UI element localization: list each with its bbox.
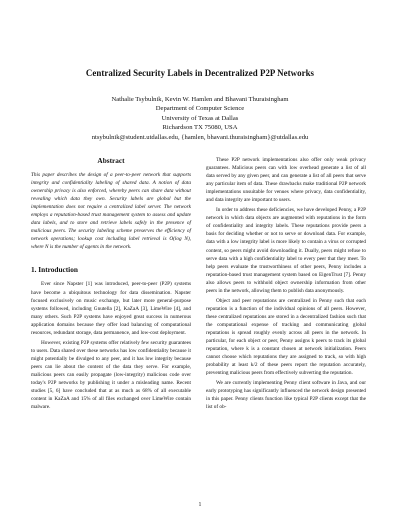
author-city: Richardson TX 75080, USA	[162, 124, 238, 132]
intro-paragraph-2: However, existing P2P systems offer relatively few security guarantees to users. Data shared over these networks has low confidentiality because it might potentially be divulged to any peer, and it has low integrity because peers can lie about the content of the data they serve. For example, malicious peers can easily propagate (low-integrity) malicious code over today's P2P networks by publishing it under a misleading name. Recent studies [5, 6] have concluded that at as much as 68% of all executable content in KaZaA and 15% of all files exchanged over LimeWire contain malware.	[31, 339, 191, 411]
introduction-heading: 1. Introduction	[31, 265, 78, 275]
right-paragraph-4: We are currently implementing Penny client software in Java, and our early prototyping has significantly influenced the network design presented in this paper. Penny clients function like typical P2P clients except that the list of ob-	[206, 380, 366, 411]
author-department: Department of Computer Science	[155, 105, 245, 113]
left-column	[31, 156, 191, 411]
page-number: 1	[198, 502, 202, 508]
author-university: University of Texas at Dallas	[161, 114, 239, 122]
author-block	[0, 95, 400, 142]
author-emails: ntsybulnik@student.utdallas.edu, {hamlen, bhavani.thuraisingham}@utdallas.edu	[91, 133, 309, 141]
right-paragraph-3: Object and peer reputations are centralized in Penny such that each reputation is a function of the individual opinions of all peers. However, these centralized reputations are stored in a decentralized fashion such that the computational expense of tracking and communicating global reputations is spread roughly evenly across all peers in the network. In particular, for each object or peer, Penny assigns k peers to track its global reputation, where k is a constant chosen at network initialization. Peers cannot choose which reputations they are assigned to track, so with high probability at least k/2 of these peers report the reputation accurately, preventing malicious peers from effectively subverting the reputation.	[206, 297, 366, 377]
paper-title: Centralized Security Labels in Decentralized P2P Networks	[85, 68, 315, 78]
intro-paragraph-1: Ever since Napster [1] was introduced, peer-to-peer (P2P) systems have become a ubiquitous technology for data dissemination. Napster focused exclusively on music exchange, but later more general-purpose systems followed, including Gnutella [2], KaZaA [3], LimeWire [4], and many others. Such P2P systems have enjoyed great success in numerous application domains because they offer load balancing of computational resources, redundant storage, data permanence, and low-cost deployment.	[31, 281, 191, 336]
abstract-text: This paper describes the design of a peer-to-peer network that supports integrity and confidentiality labeling of shared data. A notion of data ownership privacy is also enforced, whereby peers can share data without revealing which data they own. Security labels are global but the implementation does not require a centralized label server. The network employs a reputation-based trust management system to assess and update data labels, and to store and retrieve labels safely in the presence of malicious peers. The security labeling scheme preserves the efficiency of network operations; lookup cost including label retrieval is O(log N), where N is the number of agents in the network.	[31, 172, 191, 251]
abstract-heading: Abstract	[97, 156, 125, 165]
right-column	[206, 156, 366, 411]
right-paragraph-1: These P2P network implementations also offer only weak privacy guarantees. Malicious peers can with low overhead generate a list of all data served by any given peer, and can generate a list of all peers that serve any particular item of data. These drawbacks make traditional P2P network implementations unsuitable for venues where privacy, data confidentiality, and data integrity are important to users.	[206, 157, 366, 204]
right-paragraph-2: In order to address these deficiencies, we have developed Penny, a P2P network in which data objects are augmented with reputations in the form of confidentiality and integrity labels. These reputations provide peers a basis for deciding whether or not to serve or download data. For example, data with a low integrity label is more likely to contain a virus or corrupted content, so peers might avoid downloading it. Dually, peers might refuse to serve data with a high confidentiality label to every peer that they meet. To help peers evaluate the trustworthiness of other peers, Penny includes a reputation-based trust management system based on EigenTrust [7]. Penny also allows peers to withhold object ownership information from other peers in the network, allowing them to publish data anonymously.	[206, 207, 366, 294]
author-names: Nathalie Tsybulnik, Kevin W. Hamlen and Bhavani Thuraisingham	[111, 96, 289, 103]
